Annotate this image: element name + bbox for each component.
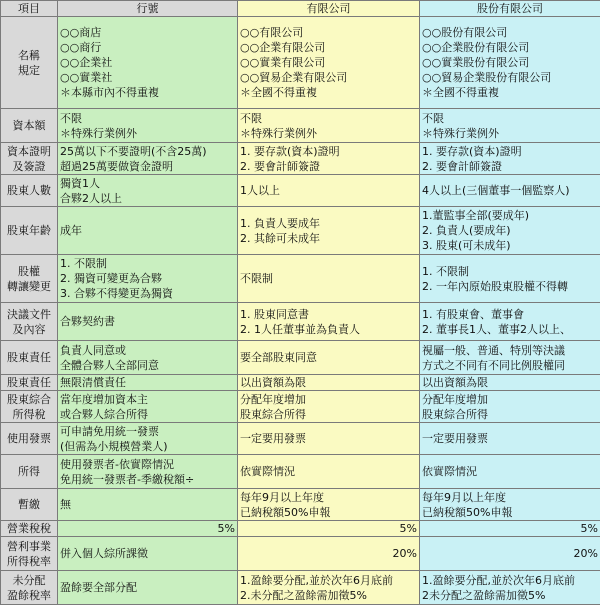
cell-sole-proprietorship bbox=[58, 423, 238, 455]
row-label-line: 名稱 bbox=[3, 48, 55, 63]
row-label bbox=[1, 109, 58, 143]
header-row bbox=[1, 1, 600, 17]
row-label-line: 盈餘稅率 bbox=[3, 588, 55, 603]
cell-limited-company bbox=[238, 109, 420, 143]
cell-line: 3. 合夥不得變更為獨資 bbox=[60, 286, 235, 301]
table-row bbox=[1, 489, 600, 521]
cell-line: 2.未分配之盈餘需加徵5% bbox=[240, 588, 417, 603]
cell-line: 20% bbox=[422, 546, 598, 561]
cell-line: ＊特殊行業例外 bbox=[60, 126, 235, 141]
row-label-line: 股東綜合 bbox=[3, 392, 55, 407]
cell-corporation bbox=[420, 423, 600, 455]
cell-line: ○○實業有限公司 bbox=[240, 55, 417, 70]
cell-line: 當年度增加資本主 bbox=[60, 392, 235, 407]
cell-line: 5% bbox=[240, 521, 417, 536]
cell-corporation bbox=[420, 521, 600, 537]
cell-limited-company bbox=[238, 489, 420, 521]
cell-corporation bbox=[420, 109, 600, 143]
cell-line: 2未分配之盈餘需加徵5% bbox=[422, 588, 598, 603]
cell-line: ○○貿易企業有限公司 bbox=[240, 70, 417, 85]
cell-line: 視屬一般、普通、特別等決議 bbox=[422, 343, 598, 358]
cell-line: ＊本縣市內不得重複 bbox=[60, 85, 235, 100]
row-label-line: 股東責任 bbox=[3, 375, 55, 390]
table-row bbox=[1, 207, 600, 255]
cell-line: 合夥2人以上 bbox=[60, 191, 235, 206]
cell-limited-company bbox=[238, 375, 420, 391]
row-label-line: 所得 bbox=[3, 464, 55, 479]
cell-sole-proprietorship bbox=[58, 571, 238, 605]
cell-line: 盈餘要全部分配 bbox=[60, 580, 235, 595]
cell-line: 2. 獨資可變更為合夥 bbox=[60, 271, 235, 286]
row-label bbox=[1, 207, 58, 255]
cell-line: 2. 要會計師簽證 bbox=[240, 159, 417, 174]
row-label-line: 及內容 bbox=[3, 322, 55, 337]
row-label-line: 資本證明 bbox=[3, 144, 55, 159]
cell-line: ＊全國不得重複 bbox=[240, 85, 417, 100]
table-row bbox=[1, 109, 600, 143]
cell-corporation bbox=[420, 341, 600, 375]
cell-line: ○○企業股份有限公司 bbox=[422, 40, 598, 55]
cell-limited-company bbox=[238, 391, 420, 423]
row-label-line: 使用發票 bbox=[3, 431, 55, 446]
cell-corporation bbox=[420, 143, 600, 175]
row-label bbox=[1, 143, 58, 175]
cell-line: ○○實業股份有限公司 bbox=[422, 55, 598, 70]
cell-line: 1. 要存款(資本)證明 bbox=[240, 144, 417, 159]
row-label-line: 暫繳 bbox=[3, 497, 55, 512]
cell-corporation bbox=[420, 175, 600, 207]
table-row bbox=[1, 537, 600, 571]
cell-line: 全體合夥人全部同意 bbox=[60, 358, 235, 373]
cell-line: 併入個人綜所課徵 bbox=[60, 546, 235, 561]
cell-sole-proprietorship bbox=[58, 17, 238, 109]
cell-line: 負責人同意或 bbox=[60, 343, 235, 358]
cell-limited-company bbox=[238, 521, 420, 537]
cell-line: 5% bbox=[60, 521, 235, 536]
cell-sole-proprietorship bbox=[58, 175, 238, 207]
cell-corporation bbox=[420, 537, 600, 571]
row-label-line: 轉讓變更 bbox=[3, 279, 55, 294]
cell-line: 獨資1人 bbox=[60, 176, 235, 191]
cell-line: 或合夥人綜合所得 bbox=[60, 407, 235, 422]
row-label-line: 股權 bbox=[3, 264, 55, 279]
cell-line: ＊全國不得重複 bbox=[422, 85, 598, 100]
cell-line: 3. 股東(可未成年) bbox=[422, 238, 598, 253]
cell-limited-company bbox=[238, 455, 420, 489]
cell-line: 以出資額為限 bbox=[240, 375, 417, 390]
cell-line: 5% bbox=[422, 521, 598, 536]
cell-sole-proprietorship bbox=[58, 455, 238, 489]
cell-sole-proprietorship bbox=[58, 375, 238, 391]
cell-line: 依實際情況 bbox=[422, 464, 598, 479]
cell-limited-company bbox=[238, 255, 420, 303]
cell-sole-proprietorship bbox=[58, 489, 238, 521]
cell-line: 2. 董事長1人、董事2人以上、 bbox=[422, 322, 598, 337]
cell-sole-proprietorship bbox=[58, 303, 238, 341]
cell-line: ○○貿易企業股份有限公司 bbox=[422, 70, 598, 85]
cell-line: 2. 一年內原始股東股權不得轉 bbox=[422, 279, 598, 294]
table-row bbox=[1, 455, 600, 489]
row-label bbox=[1, 375, 58, 391]
row-label-line: 營業稅稅 bbox=[3, 521, 55, 536]
cell-line: 1. 有股東會、董事會 bbox=[422, 307, 598, 322]
cell-line: 使用發票者-依實際情況 bbox=[60, 457, 235, 472]
cell-corporation bbox=[420, 17, 600, 109]
row-label-line: 股東年齡 bbox=[3, 223, 55, 238]
cell-corporation bbox=[420, 255, 600, 303]
cell-line: ○○有限公司 bbox=[240, 25, 417, 40]
cell-line: ○○商行 bbox=[60, 40, 235, 55]
cell-line: 分配年度增加 bbox=[422, 392, 598, 407]
row-label-line: 規定 bbox=[3, 63, 55, 78]
cell-line: 免用統一發票者-季繳稅額÷ bbox=[60, 472, 235, 487]
row-label bbox=[1, 455, 58, 489]
cell-line: 2. 負責人(要成年) bbox=[422, 223, 598, 238]
cell-sole-proprietorship bbox=[58, 143, 238, 175]
cell-sole-proprietorship bbox=[58, 207, 238, 255]
cell-line: 要全部股東同意 bbox=[240, 350, 417, 365]
cell-line: 一定要用發票 bbox=[422, 431, 598, 446]
row-label-line: 及簽證 bbox=[3, 159, 55, 174]
cell-sole-proprietorship bbox=[58, 537, 238, 571]
row-label-line: 營利事業 bbox=[3, 539, 55, 554]
table-row bbox=[1, 341, 600, 375]
cell-line: 可申請免用統一發票 bbox=[60, 424, 235, 439]
cell-line: 不限 bbox=[422, 111, 598, 126]
cell-sole-proprietorship bbox=[58, 521, 238, 537]
table-row bbox=[1, 303, 600, 341]
cell-corporation bbox=[420, 207, 600, 255]
cell-line: 依實際情況 bbox=[240, 464, 417, 479]
cell-line: ＊特殊行業例外 bbox=[422, 126, 598, 141]
row-label bbox=[1, 255, 58, 303]
cell-limited-company bbox=[238, 537, 420, 571]
cell-line: 無限清償責任 bbox=[60, 375, 235, 390]
cell-limited-company bbox=[238, 207, 420, 255]
cell-line: 方式之不同有不同比例股權同 bbox=[422, 358, 598, 373]
cell-line: 合夥契約書 bbox=[60, 314, 235, 329]
cell-corporation bbox=[420, 571, 600, 605]
cell-sole-proprietorship bbox=[58, 341, 238, 375]
cell-line: 分配年度增加 bbox=[240, 392, 417, 407]
cell-line: 成年 bbox=[60, 223, 235, 238]
cell-line: ○○實業社 bbox=[60, 70, 235, 85]
row-label-line: 股東人數 bbox=[3, 183, 55, 198]
row-label-line: 所得稅率 bbox=[3, 554, 55, 569]
table-row bbox=[1, 391, 600, 423]
cell-line: 1. 不限制 bbox=[422, 264, 598, 279]
row-label-line: 未分配 bbox=[3, 573, 55, 588]
table-row bbox=[1, 255, 600, 303]
cell-line: 1人以上 bbox=[240, 183, 417, 198]
cell-line: 以出資額為限 bbox=[422, 375, 598, 390]
cell-line: 20% bbox=[240, 546, 417, 561]
cell-corporation bbox=[420, 375, 600, 391]
table-row bbox=[1, 571, 600, 605]
cell-line: 股東綜合所得 bbox=[422, 407, 598, 422]
cell-limited-company bbox=[238, 571, 420, 605]
cell-line: 4人以上(三個董事一個監察人) bbox=[422, 183, 598, 198]
row-label bbox=[1, 391, 58, 423]
cell-sole-proprietorship bbox=[58, 255, 238, 303]
cell-sole-proprietorship bbox=[58, 391, 238, 423]
header-limited-company: 有限公司 bbox=[238, 1, 420, 17]
cell-corporation bbox=[420, 489, 600, 521]
cell-line: 1.盈餘要分配,並於次年6月底前 bbox=[240, 573, 417, 588]
table-row bbox=[1, 375, 600, 391]
cell-limited-company bbox=[238, 303, 420, 341]
cell-limited-company bbox=[238, 341, 420, 375]
row-label bbox=[1, 17, 58, 109]
table-row bbox=[1, 423, 600, 455]
row-label-line: 股東責任 bbox=[3, 350, 55, 365]
cell-line: 已納稅額50%申報 bbox=[422, 505, 598, 520]
cell-line: 1. 不限制 bbox=[60, 256, 235, 271]
row-label-line: 所得稅 bbox=[3, 407, 55, 422]
row-label bbox=[1, 423, 58, 455]
row-label-line: 資本額 bbox=[3, 118, 55, 133]
cell-limited-company bbox=[238, 143, 420, 175]
table-body bbox=[1, 1, 600, 605]
cell-limited-company bbox=[238, 17, 420, 109]
cell-line: ○○商店 bbox=[60, 25, 235, 40]
row-label-line: 決議文件 bbox=[3, 307, 55, 322]
row-label bbox=[1, 571, 58, 605]
table-row bbox=[1, 143, 600, 175]
row-label bbox=[1, 521, 58, 537]
cell-line: 1. 要存款(資本)證明 bbox=[422, 144, 598, 159]
cell-line: ○○股份有限公司 bbox=[422, 25, 598, 40]
cell-line: 無 bbox=[60, 497, 235, 512]
cell-line: 1.盈餘要分配,並於次年6月底前 bbox=[422, 573, 598, 588]
cell-line: 2. 其餘可未成年 bbox=[240, 231, 417, 246]
header-item: 項目 bbox=[1, 1, 58, 17]
cell-line: 已納稅額50%申報 bbox=[240, 505, 417, 520]
cell-line: (但需為小規模營業人) bbox=[60, 439, 235, 454]
row-label bbox=[1, 489, 58, 521]
cell-line: 1. 股東同意書 bbox=[240, 307, 417, 322]
row-label bbox=[1, 537, 58, 571]
cell-line: ○○企業社 bbox=[60, 55, 235, 70]
cell-line: 2. 1人任董事並為負責人 bbox=[240, 322, 417, 337]
cell-line: ○○企業有限公司 bbox=[240, 40, 417, 55]
cell-line: 股東綜合所得 bbox=[240, 407, 417, 422]
row-label bbox=[1, 175, 58, 207]
cell-corporation bbox=[420, 303, 600, 341]
cell-line: 不限 bbox=[60, 111, 235, 126]
cell-line: 1. 負責人要成年 bbox=[240, 216, 417, 231]
cell-limited-company bbox=[238, 175, 420, 207]
table-row bbox=[1, 175, 600, 207]
cell-line: 1.董監事全部(要成年) bbox=[422, 208, 598, 223]
cell-line: ＊特殊行業例外 bbox=[240, 126, 417, 141]
cell-limited-company bbox=[238, 423, 420, 455]
cell-corporation bbox=[420, 391, 600, 423]
table-row bbox=[1, 17, 600, 109]
row-label bbox=[1, 303, 58, 341]
cell-line: 一定要用發票 bbox=[240, 431, 417, 446]
cell-corporation bbox=[420, 455, 600, 489]
cell-sole-proprietorship bbox=[58, 109, 238, 143]
cell-line: 不限制 bbox=[240, 271, 417, 286]
cell-line: 不限 bbox=[240, 111, 417, 126]
cell-line: 每年9月以上年度 bbox=[240, 490, 417, 505]
cell-line: 2. 要會計師簽證 bbox=[422, 159, 598, 174]
header-sole-proprietorship: 行號 bbox=[58, 1, 238, 17]
header-corporation: 股份有限公司 bbox=[420, 1, 600, 17]
table-row bbox=[1, 521, 600, 537]
row-label bbox=[1, 341, 58, 375]
cell-line: 每年9月以上年度 bbox=[422, 490, 598, 505]
cell-line: 25萬以下不要證明(不含25萬) bbox=[60, 144, 235, 159]
cell-line: 超過25萬要做資金證明 bbox=[60, 159, 235, 174]
